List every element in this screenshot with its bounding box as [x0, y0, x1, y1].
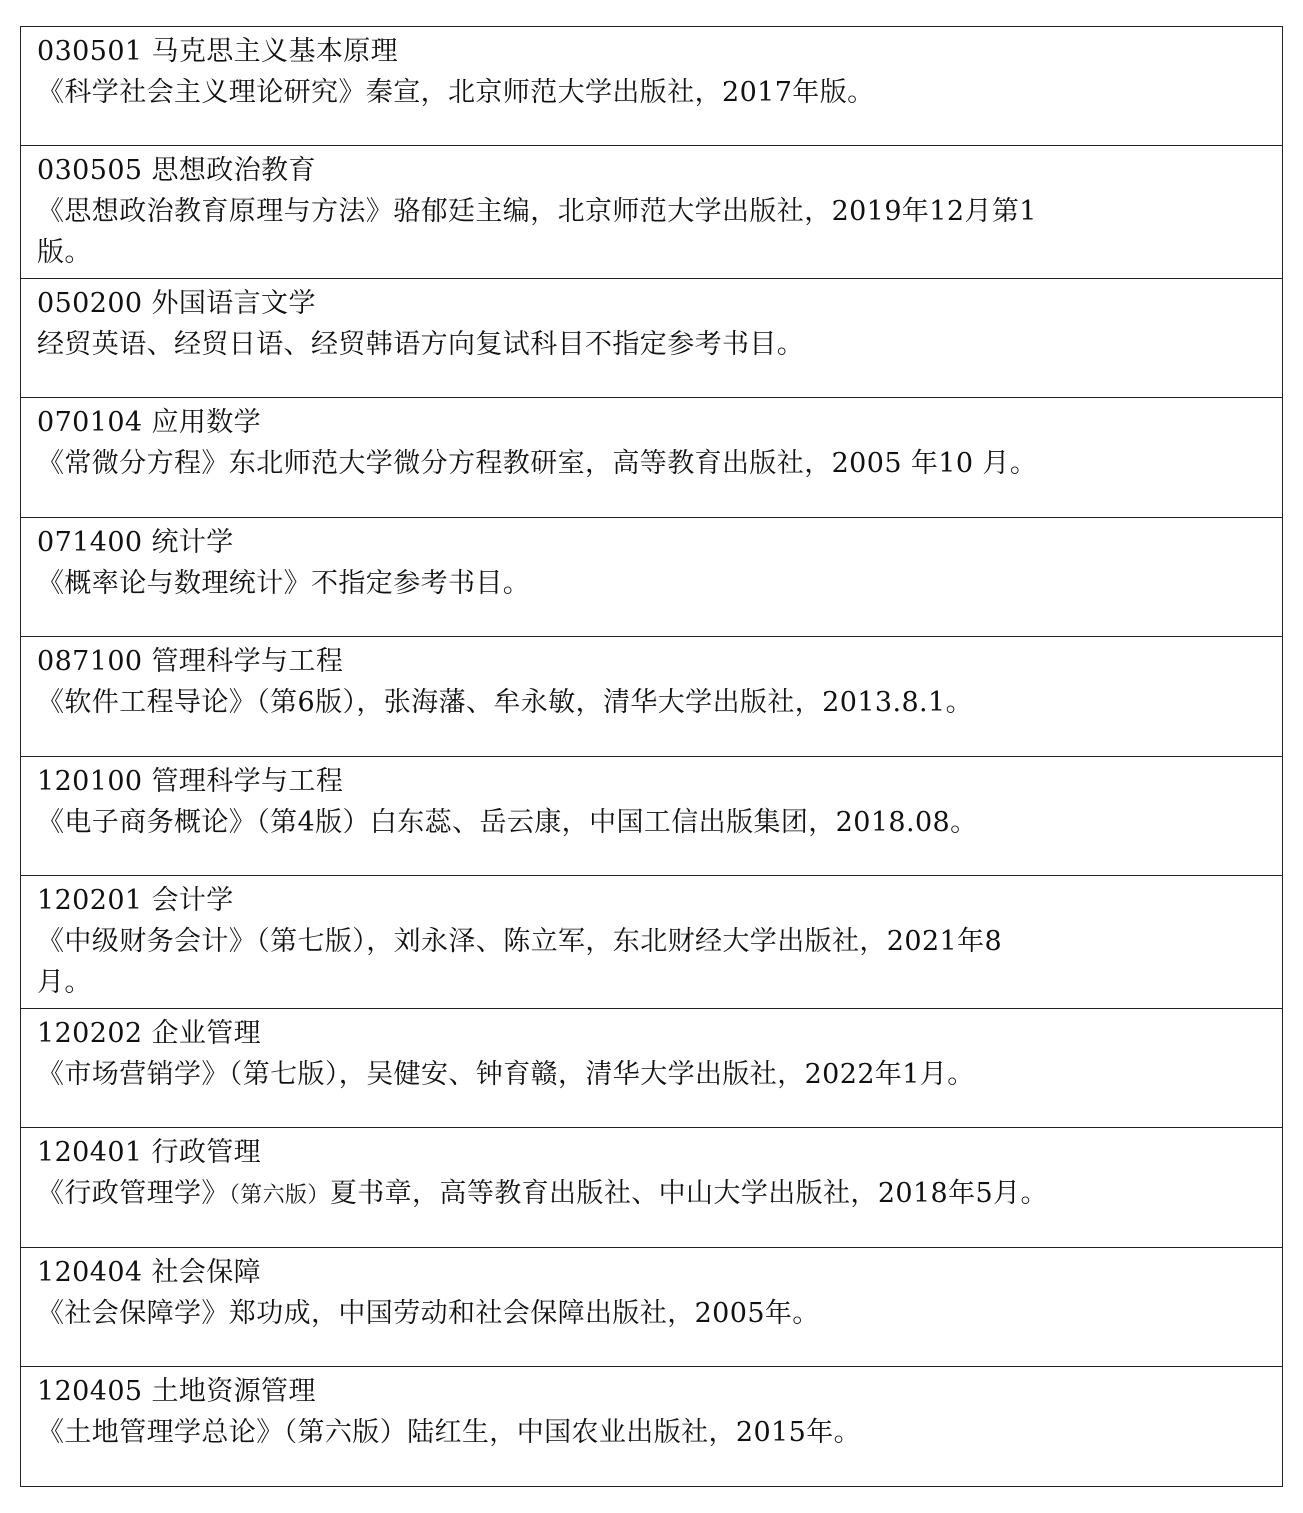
reference-book: 《概率论与数理统计》不指定参考书目。	[37, 568, 531, 599]
major-code-title: 120202 企业管理	[37, 1018, 262, 1049]
table-row	[21, 637, 1282, 757]
reference-book: 《土地管理学总论》（第六版）陆红生，中国农业出版社，2015年。	[37, 1417, 862, 1448]
reference-book-continued: 版。	[37, 237, 92, 268]
reference-book	[37, 1173, 1272, 1216]
table-row	[21, 518, 1282, 637]
table-row	[21, 1009, 1282, 1128]
major-code-title: 120201 会计学	[37, 885, 234, 916]
reference-book-details: 夏书章，高等教育出版社、中山大学出版社，2018年5月。	[329, 1178, 1048, 1209]
major-code-title: 120404 社会保障	[37, 1257, 262, 1288]
table-row	[21, 757, 1282, 876]
reference-book: 《电子商务概论》（第4版）白东蕊、岳云康，中国工信出版集团，2018.08。	[37, 807, 978, 838]
major-code-title: 050200 外国语言文学	[37, 288, 316, 319]
reference-book: 《软件工程导论》（第6版），张海藩、牟永敏，清华大学出版社，2013.8.1。	[37, 687, 974, 718]
reference-book-edition: （第六版）	[228, 1183, 330, 1208]
major-code-title: 120401 行政管理	[37, 1137, 262, 1168]
major-code-title: 030501 马克思主义基本原理	[37, 36, 399, 67]
table-row	[21, 1367, 1282, 1487]
major-code-title: 071400 统计学	[37, 527, 234, 558]
table-row	[21, 279, 1282, 398]
reference-book: 《思想政治教育原理与方法》骆郁廷主编，北京师范大学出版社，2019年12月第1	[37, 196, 1037, 227]
major-code-title: 120405 土地资源管理	[37, 1376, 316, 1407]
reference-book-continued: 月。	[37, 967, 92, 998]
reference-book-title: 《行政管理学》	[37, 1178, 229, 1209]
reference-book-table	[20, 26, 1283, 1487]
reference-book: 《中级财务会计》（第七版），刘永泽、陈立军，东北财经大学出版社，2021年8	[37, 926, 1003, 957]
table-row	[21, 876, 1282, 1009]
table-row	[21, 146, 1282, 279]
reference-book: 经贸英语、经贸日语、经贸韩语方向复试科目不指定参考书目。	[37, 329, 805, 360]
reference-book: 《科学社会主义理论研究》秦宣，北京师范大学出版社，2017年版。	[37, 77, 875, 108]
major-code-title: 030505 思想政治教育	[37, 155, 316, 186]
table-row	[21, 27, 1282, 146]
table-row	[21, 1128, 1282, 1248]
reference-book: 《市场营销学》（第七版），吴健安、钟育赣，清华大学出版社，2022年1月。	[37, 1059, 975, 1090]
reference-book: 《社会保障学》郑功成，中国劳动和社会保障出版社，2005年。	[37, 1298, 820, 1329]
major-code-title: 070104 应用数学	[37, 407, 262, 438]
major-code-title: 087100 管理科学与工程	[37, 646, 344, 677]
major-code-title: 120100 管理科学与工程	[37, 766, 344, 797]
reference-book: 《常微分方程》东北师范大学微分方程教研室，高等教育出版社，2005 年10 月。	[37, 448, 1038, 479]
table-row	[21, 1248, 1282, 1367]
table-row	[21, 398, 1282, 518]
